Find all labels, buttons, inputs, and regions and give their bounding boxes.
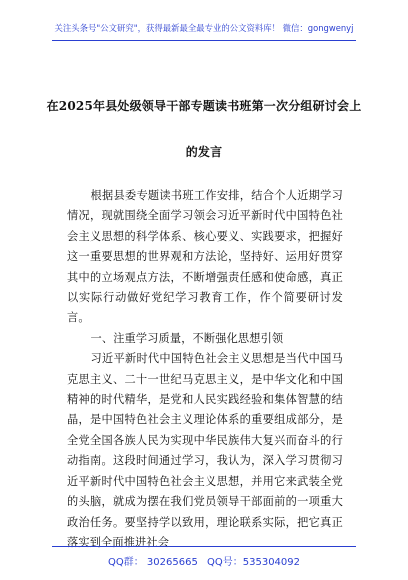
footer-qq-group: QQ群： 30265665	[107, 557, 198, 568]
footer-qq-number: QQ号：535304092	[207, 557, 301, 568]
footer	[0, 553, 408, 568]
document-title-line-2: 的发言	[185, 145, 223, 159]
document-title-line-1: 在2025年县处级领导干部专题读书班第一次分组研讨会上	[46, 99, 362, 113]
document-body	[67, 186, 343, 553]
section-paragraph: 习近平新时代中国特色社会主义思想是当代中国马克思主义、二十一世纪马克思主义，是中华文化和中国精神的时代精华，是党和人民实践经验和集体智慧的结晶，是中国特色社会主义理论体系的重要组成部分，是全党全国各族人民为实现中华民族伟大复兴而奋斗的行动指南。这段时间通过学习，我认为，深入学习贯彻习近平新时代中国特色社会主义思想，并用它来武装全党的头脑，就成为摆在我们党员领导干部面前的一项重大政治任务。要坚持学以致用，理论联系实际，把它真正落实到全面推进社会	[67, 352, 343, 549]
footer-divider	[52, 546, 356, 547]
section-heading: 一、注重学习质量，不断强化思想引领	[90, 331, 284, 345]
header-divider	[52, 40, 356, 41]
intro-paragraph: 根据县委专题读书班工作安排，结合个人近期学习情况，现就围绕全面学习领会习近平新时代中国特色社会主义思想的科学体系、核心要义、实践要求，把握好这一重要思想的世界观和方法论，坚持好、运用好贯穿其中的立场观点方法，不断增强责任感和使命感，真正以实际行动做好党纪学习教育工作，作个简要研讨发言。	[67, 189, 343, 325]
header-banner: 关注头条号"公文研究"，获得最新最全最专业的公文资料库！ 微信：gongwenyj	[54, 23, 354, 33]
